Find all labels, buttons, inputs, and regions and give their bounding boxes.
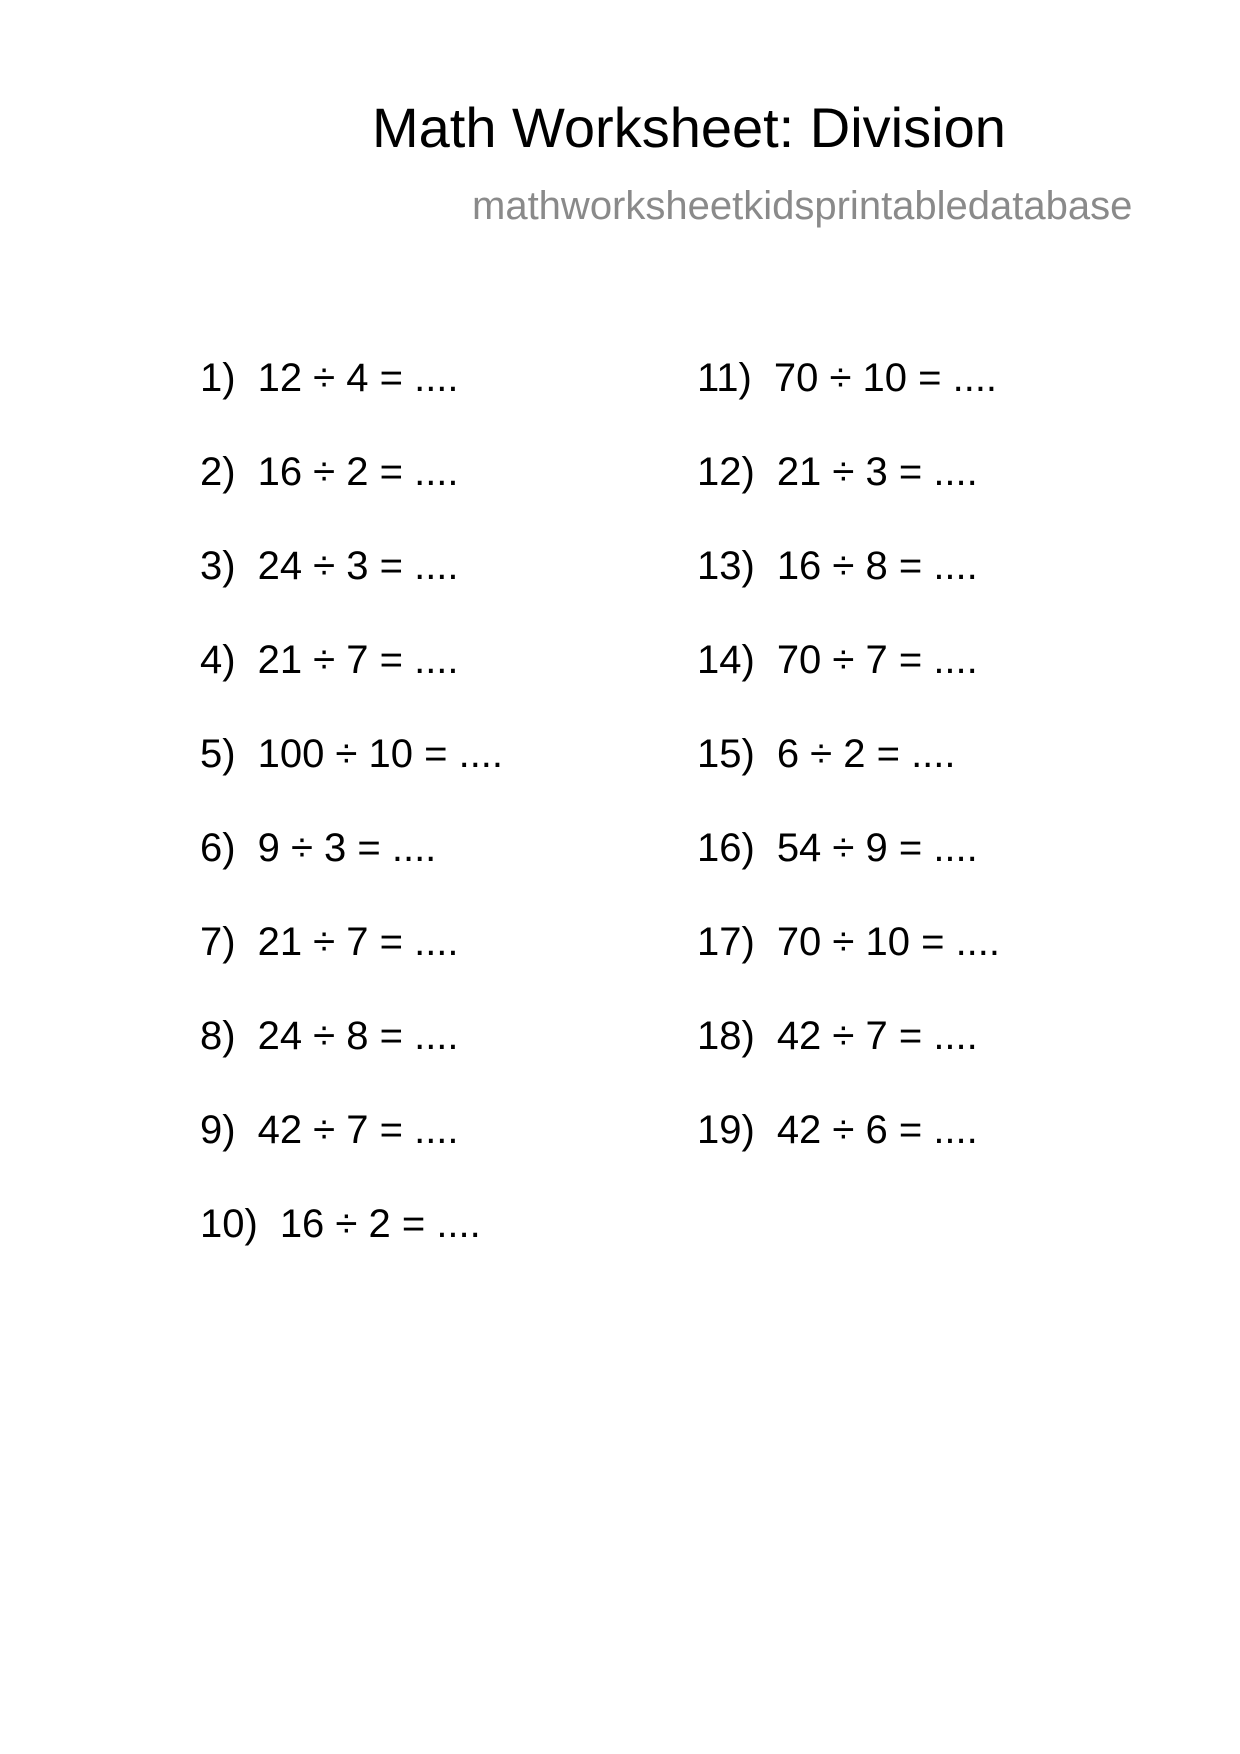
problem-item bbox=[200, 734, 503, 774]
problem-item bbox=[697, 452, 978, 492]
problem-expression: 54 ÷ 9 = .... bbox=[776, 826, 978, 870]
problem-number: 6) bbox=[200, 826, 236, 870]
problem-item bbox=[697, 640, 978, 680]
problem-number: 16) bbox=[697, 826, 755, 870]
problem-expression: 24 ÷ 3 = .... bbox=[257, 544, 459, 588]
problem-item bbox=[200, 1110, 459, 1150]
problem-expression: 70 ÷ 10 = .... bbox=[773, 356, 998, 400]
problem-item bbox=[697, 734, 956, 774]
problem-expression: 24 ÷ 8 = .... bbox=[257, 1014, 459, 1058]
problem-expression: 21 ÷ 7 = .... bbox=[257, 920, 459, 964]
problem-expression: 42 ÷ 6 = .... bbox=[776, 1108, 978, 1152]
problem-number: 7) bbox=[200, 920, 236, 964]
problem-item bbox=[200, 640, 459, 680]
problem-number: 4) bbox=[200, 638, 236, 682]
problem-item bbox=[697, 546, 978, 586]
problem-item bbox=[200, 828, 436, 868]
problem-number: 15) bbox=[697, 732, 755, 776]
problem-expression: 16 ÷ 8 = .... bbox=[776, 544, 978, 588]
problem-number: 19) bbox=[697, 1108, 755, 1152]
problem-number: 18) bbox=[697, 1014, 755, 1058]
problem-number: 8) bbox=[200, 1014, 236, 1058]
problem-number: 13) bbox=[697, 544, 755, 588]
problem-number: 1) bbox=[200, 356, 236, 400]
problem-expression: 9 ÷ 3 = .... bbox=[257, 826, 437, 870]
problem-expression: 100 ÷ 10 = .... bbox=[257, 732, 504, 776]
problem-number: 10) bbox=[200, 1202, 258, 1246]
worksheet-title: Math Worksheet: Division bbox=[372, 96, 1006, 159]
problem-number: 5) bbox=[200, 732, 236, 776]
problem-item bbox=[200, 546, 459, 586]
problem-item bbox=[200, 452, 459, 492]
problem-expression: 6 ÷ 2 = .... bbox=[776, 732, 956, 776]
problem-expression: 42 ÷ 7 = .... bbox=[257, 1108, 459, 1152]
problem-expression: 16 ÷ 2 = .... bbox=[279, 1202, 481, 1246]
problem-item bbox=[200, 922, 459, 962]
problem-number: 14) bbox=[697, 638, 755, 682]
problem-expression: 42 ÷ 7 = .... bbox=[776, 1014, 978, 1058]
problem-expression: 70 ÷ 7 = .... bbox=[776, 638, 978, 682]
problem-item bbox=[200, 1016, 459, 1056]
problem-number: 17) bbox=[697, 920, 755, 964]
problem-item bbox=[697, 828, 978, 868]
problem-expression: 16 ÷ 2 = .... bbox=[257, 450, 459, 494]
problem-item bbox=[697, 922, 1000, 962]
problem-number: 9) bbox=[200, 1108, 236, 1152]
problem-number: 11) bbox=[697, 356, 752, 400]
problem-item bbox=[697, 1110, 978, 1150]
problem-expression: 21 ÷ 7 = .... bbox=[257, 638, 459, 682]
problem-expression: 12 ÷ 4 = .... bbox=[257, 356, 459, 400]
problem-item bbox=[697, 1016, 978, 1056]
problem-item bbox=[200, 1204, 481, 1244]
problem-item bbox=[200, 358, 459, 398]
problem-number: 12) bbox=[697, 450, 755, 494]
problem-number: 2) bbox=[200, 450, 236, 494]
worksheet-source: mathworksheetkidsprintabledatabase bbox=[472, 184, 1133, 228]
problem-number: 3) bbox=[200, 544, 236, 588]
problem-expression: 70 ÷ 10 = .... bbox=[776, 920, 1001, 964]
problem-item bbox=[697, 358, 997, 398]
problem-expression: 21 ÷ 3 = .... bbox=[776, 450, 978, 494]
